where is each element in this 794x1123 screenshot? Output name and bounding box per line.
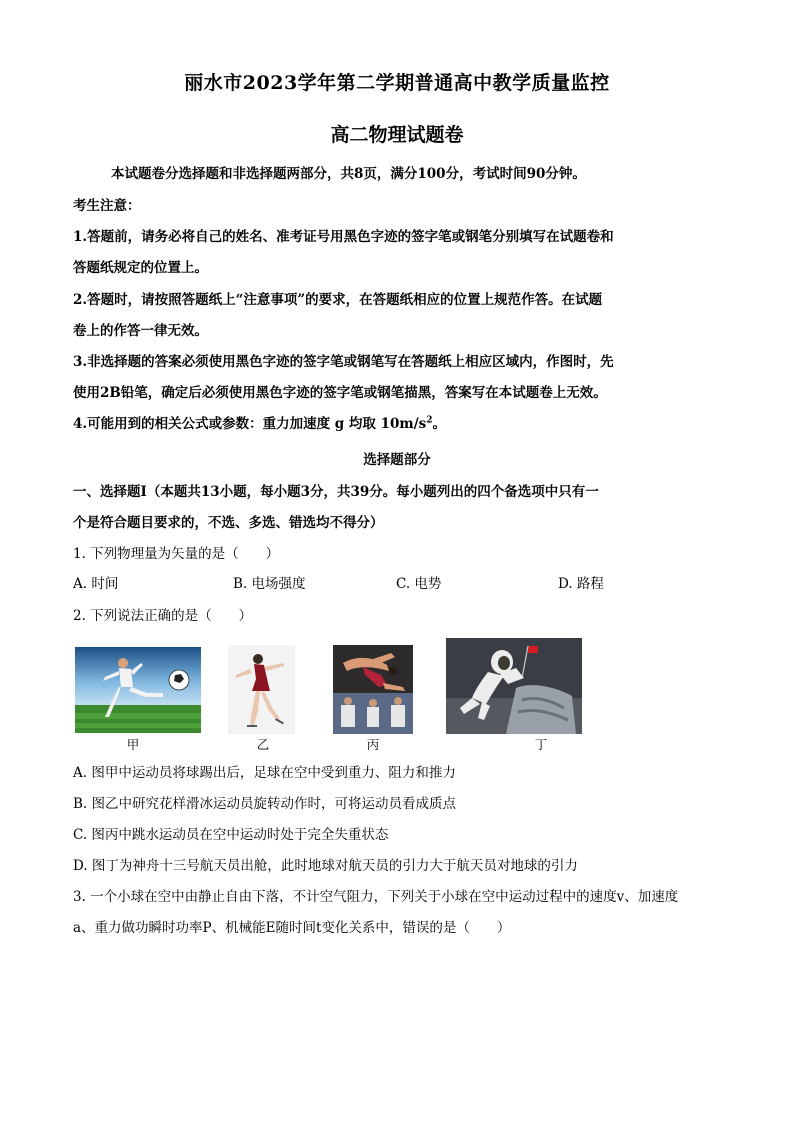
caption-jia: 甲 [126,737,140,752]
q1-option-b: B. 电场强度 [233,576,306,592]
figure-skater-image [228,645,295,734]
q2-option-a: A. 图甲中运动员将球踢出后，足球在空中受到重力、阻力和推力 [73,765,456,781]
q2-option-c: C. 图丙中跳水运动员在空中运动时处于完全失重状态 [73,827,389,843]
q1-option-a: A. 时间 [73,576,119,592]
notice-line-4-exponent: 2 [426,415,433,426]
q2-option-d: D. 图丁为神舟十三号航天员出舱，此时地球对航天员的引力大于航天员对地球的引力 [73,858,578,874]
intro-text: 本试题卷分选择题和非选择题两部分，共8页，满分100分，考试时间90分钟。 [111,166,586,182]
q3-stem-line2: a、重力做功瞬时功率P、机械能E随时间t变化关系中，错误的是（ ） [73,920,511,936]
notice-line: 使用2B铅笔，确定后必须使用黑色字迹的签字笔或钢笔描黑，答案写在本试题卷上无效。 [73,385,607,401]
part1-heading-cont: 个是符合题目要求的，不选、多选、错选均不得分） [73,515,384,531]
notice-line: 3.非选择题的答案必须使用黑色字迹的签字笔或钢笔写在答题纸上相应区域内，作图时，先 [73,354,614,370]
exam-subtitle: 高二物理试题卷 [330,124,464,146]
notice-line: 1.答题前，请务必将自己的姓名、准考证号用黑色字迹的签字笔或钢笔分别填写在试题卷和 [73,229,614,245]
q1-option-c: C. 电势 [396,576,442,592]
notice-line-4-text: 4.可能用到的相关公式或参数：重力加速度 g 均取 10m/s [73,416,427,432]
caption-ding: 丁 [534,737,548,752]
notice-line-4-end: 。 [432,416,446,432]
q2-stem: 2. 下列说法正确的是（ ） [73,608,253,624]
q3-stem-line1: 3. 一个小球在空中由静止自由下落，不计空气阻力，下列关于小球在空中运动过程中的速度v、加速度 [73,889,679,905]
notice-line: 卷上的作答一律无效。 [73,323,208,339]
notice-line-4 [73,412,733,432]
caption-bing: 丙 [366,737,380,752]
caption-yi: 乙 [256,737,270,752]
part1-heading: 一、选择题Ⅰ（本题共13小题，每小题3分，共39分。每小题列出的四个备选项中只有一 [73,484,599,500]
notice-heading: 考生注意： [73,198,141,214]
notice-line: 答题纸规定的位置上。 [73,260,208,276]
notice-line: 2.答题时，请按照答题纸上“注意事项”的要求，在答题纸相应的位置上规范作答。在试题 [73,292,603,308]
diver-image [333,645,413,734]
astronaut-image [446,638,582,734]
q2-option-b: B. 图乙中研究花样滑冰运动员旋转动作时，可将运动员看成质点 [73,796,457,812]
soccer-player-image [75,647,201,733]
q1-option-d: D. 路程 [558,576,604,592]
exam-title: 丽水市2023学年第二学期普通高中教学质量监控 [184,72,610,94]
q1-stem: 1. 下列物理量为矢量的是（ ） [73,546,280,562]
section-title: 选择题部分 [363,452,431,468]
